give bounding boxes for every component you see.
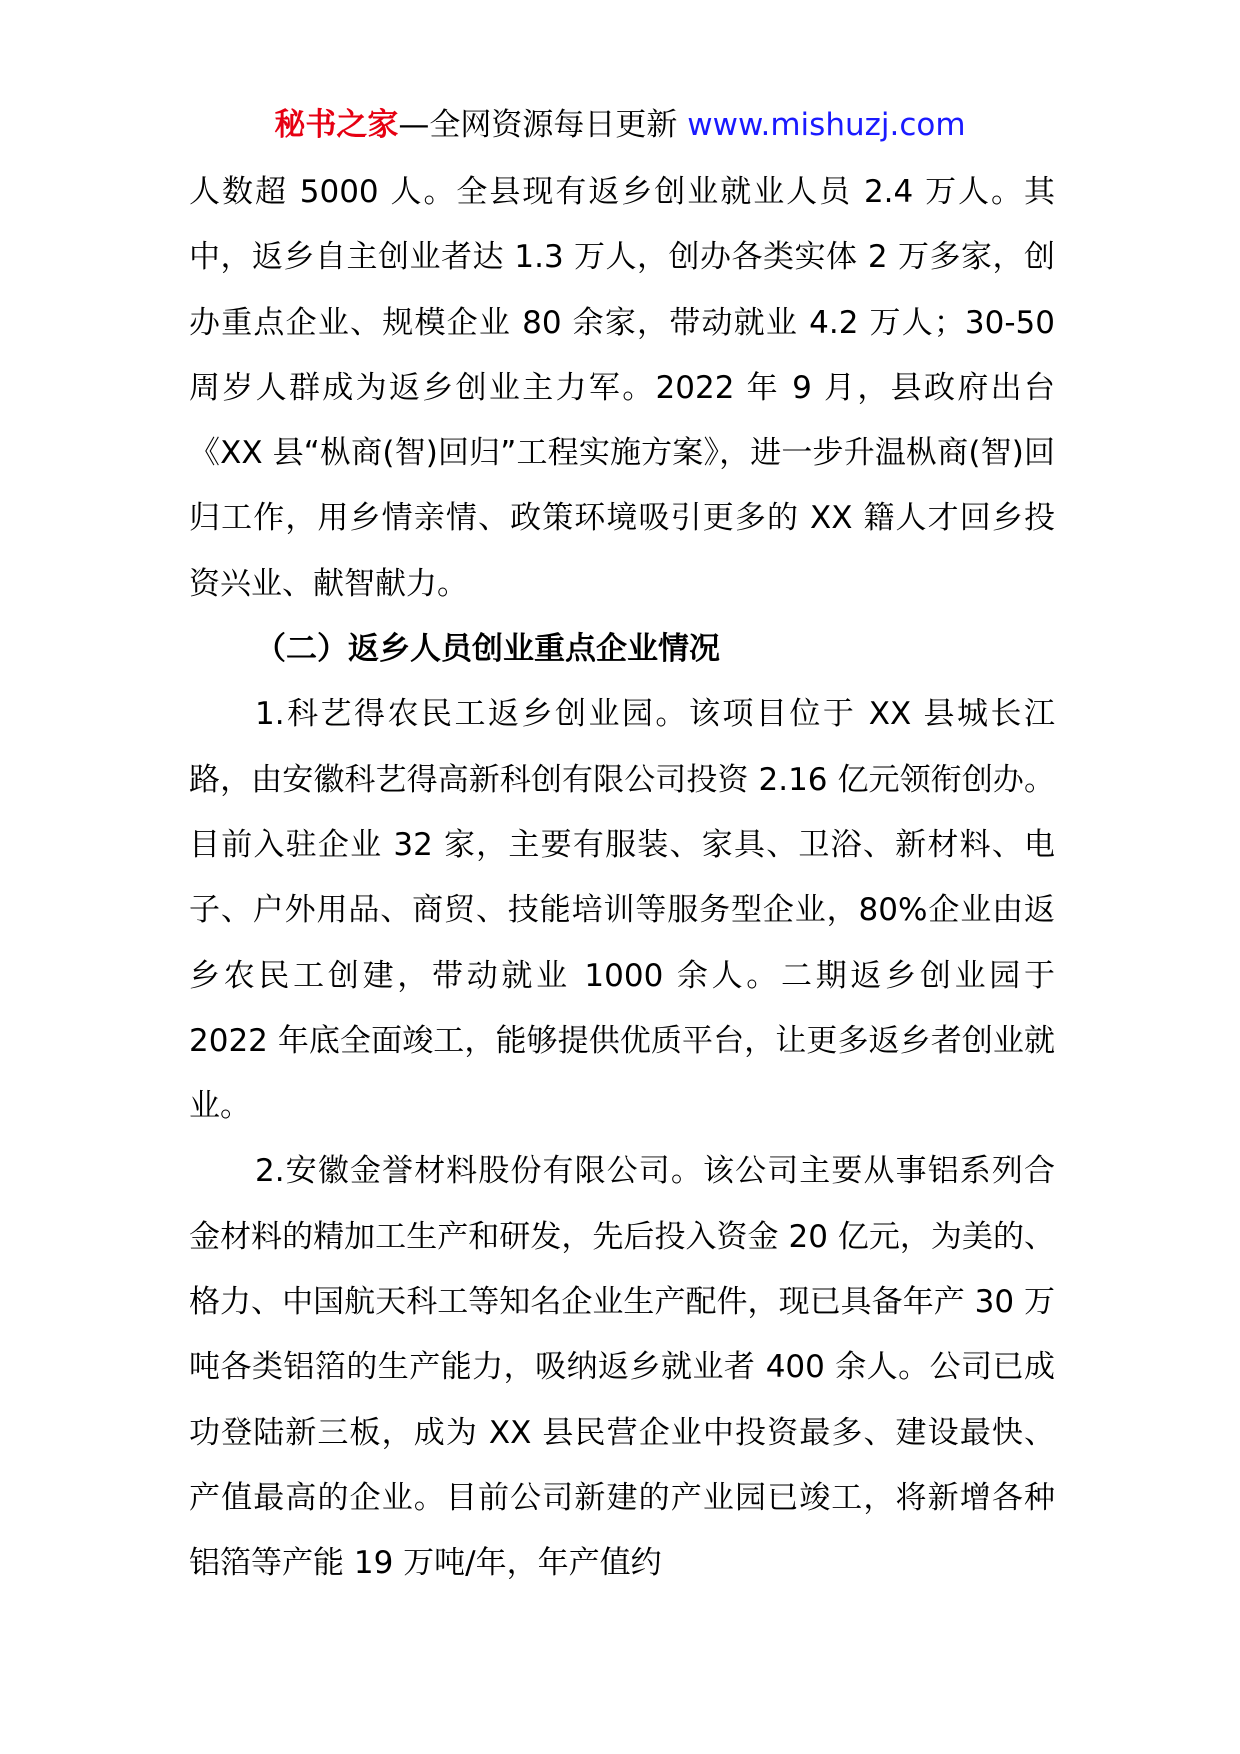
- paragraph-continuation: 人数超 5000 人。全县现有返乡创业就业人员 2.4 万人。其中，返乡自主创业者达 1.3 万人，创办各类实体 2 万多家，创办重点企业、规模企业 80 余家，带动就业 4.2 万人；30-50 周岁人群成为返乡创业主力军。2022 年 9 月，县政府出台《XX 县“枞商(智)回归”工程实施方案》，进一步升温枞商(智)回归工作，用乡情亲情、政策环境吸引更多的 XX 籍人才回乡投资兴业、献智献力。: [189, 174, 1055, 602]
- site-url-link[interactable]: www.mishuzj.com: [687, 107, 966, 143]
- paragraph-item-1: 1.科艺得农民工返乡创业园。该项目位于 XX 县城长江路，由安徽科艺得高新科创有限公司投资 2.16 亿元领衔创办。目前入驻企业 32 家，主要有服装、家具、卫浴、新材料、电子、户外用品、商贸、技能培训等服务型企业，80%企业由返乡农民工创建，带动就业 1000 余人。二期返乡创业园于 2022 年底全面竣工，能够提供优质平台，让更多返乡者创业就业。: [189, 696, 1055, 1125]
- site-slogan: —全网资源每日更新: [398, 107, 678, 143]
- section-heading: （二）返乡人员创业重点企业情况: [255, 631, 720, 668]
- paragraph-item-2: 2.安徽金誉材料股份有限公司。该公司主要从事铝系列合金材料的精加工生产和研发，先后投入资金 20 亿元，为美的、格力、中国航天科工等知名企业生产配件，现已具备年产 30 万吨各类铝箔的生产能力，吸纳返乡就业者 400 余人。公司已成功登陆新三板，成为 XX 县民营企业中投资最多、建设最快、产值最高的企业。目前公司新建的产业园已竣工，将新增各种铝箔等产能 19 万吨/年，年产值约: [189, 1153, 1055, 1582]
- site-brand: 秘书之家: [274, 107, 399, 143]
- site-header: [0, 100, 1240, 150]
- document-body: [189, 160, 1055, 1597]
